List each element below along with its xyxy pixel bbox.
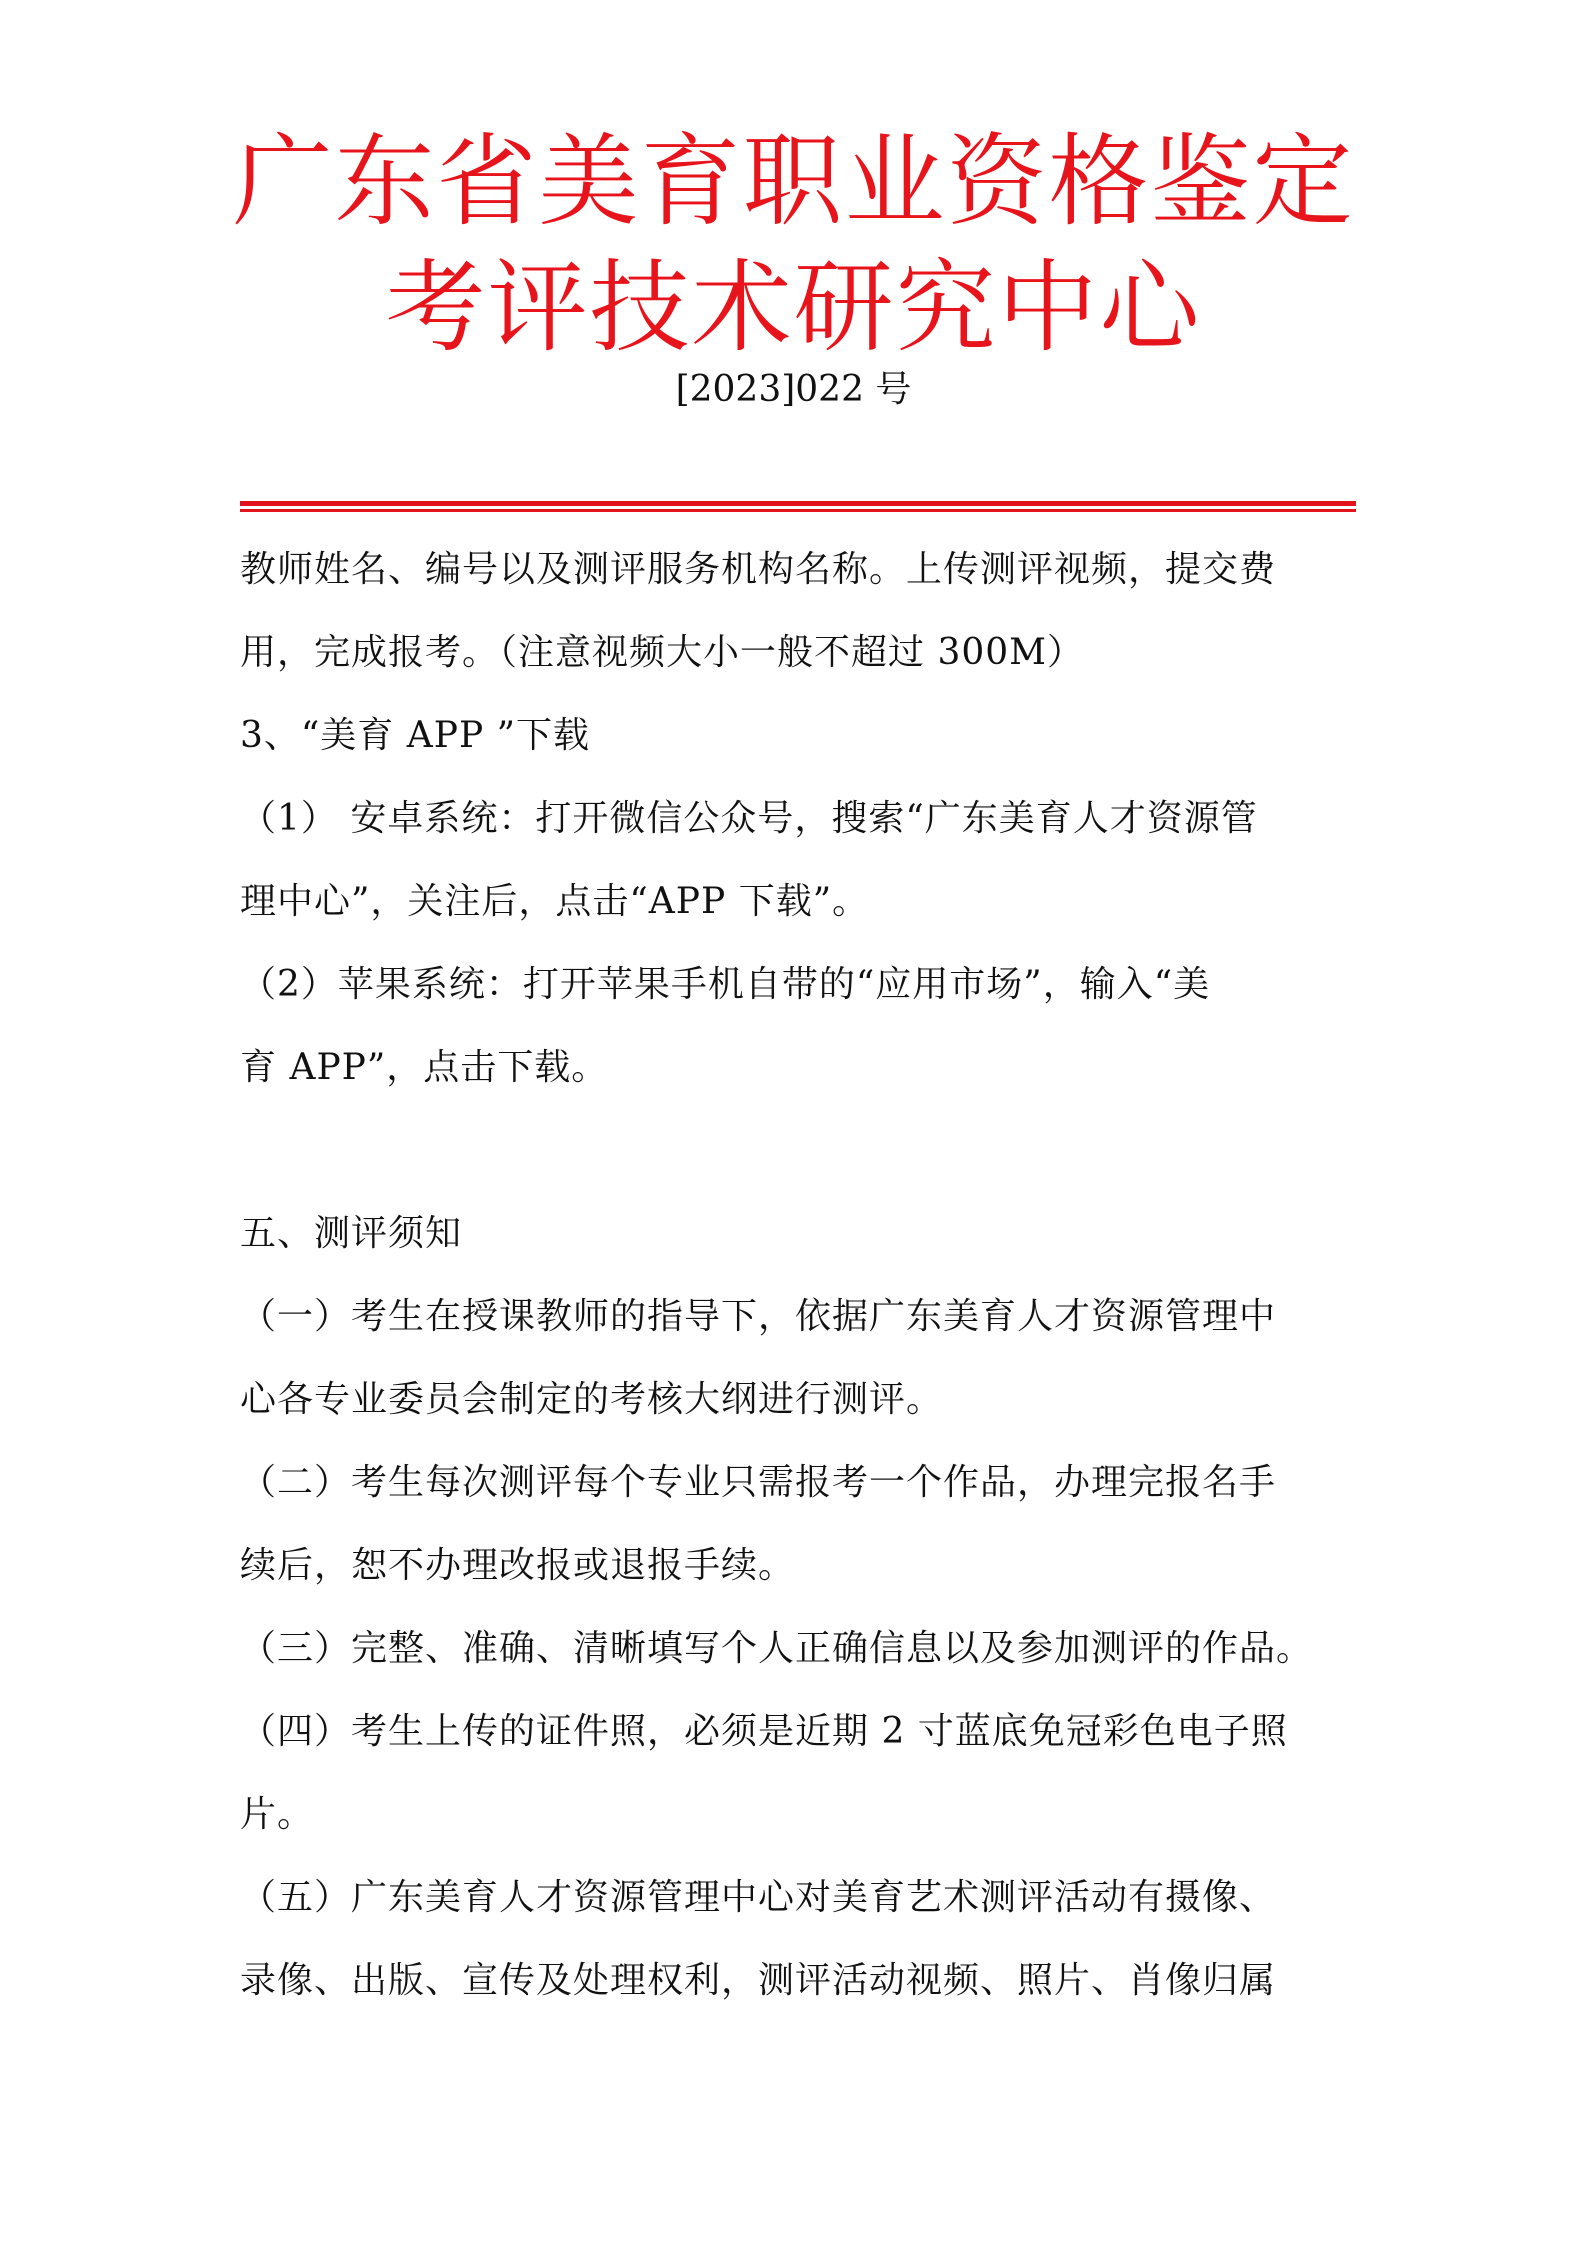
body-line: 用，完成报考。（注意视频大小一般不超过 300M） — [240, 632, 1085, 673]
body-line: 理中心”，关注后，点击“APP 下载”。 — [240, 881, 870, 922]
body-line: 续后，恕不办理改报或退报手续。 — [240, 1545, 796, 1586]
section-heading-notice: 五、测评须知 — [240, 1213, 463, 1254]
body-line: （五）广东美育人才资源管理中心对美育艺术测评活动有摄像、 — [240, 1877, 1277, 1918]
section-heading-app-download: 3、“美育 APP ”下载 — [240, 715, 591, 756]
body-line: （1） 安卓系统：打开微信公众号，搜索“广东美育人才资源管 — [240, 798, 1258, 839]
header-divider-thin — [240, 509, 1356, 512]
header-divider-thick — [240, 501, 1356, 506]
blank-line — [240, 1109, 1356, 1192]
issuer-title-line2: 考评技术研究中心 — [385, 249, 1202, 366]
body-line: 录像、出版、宣传及处理权利，测评活动视频、照片、肖像归属 — [240, 1960, 1277, 2001]
document-body — [240, 528, 1356, 2022]
body-line: （二）考生每次测评每个专业只需报考一个作品，办理完报名手 — [240, 1462, 1277, 1503]
body-line: （三）完整、准确、清晰填写个人正确信息以及参加测评的作品。 — [240, 1628, 1314, 1669]
body-line: （四）考生上传的证件照，必须是近期 2 寸蓝底免冠彩色电子照 — [240, 1711, 1288, 1752]
issuer-title-line1: 广东省美育职业资格鉴定 — [232, 123, 1355, 240]
body-line: 心各专业委员会制定的考核大纲进行测评。 — [240, 1379, 944, 1420]
body-line: 育 APP”，点击下载。 — [240, 1047, 609, 1088]
body-line: 教师姓名、编号以及测评服务机构名称。上传测评视频，提交费 — [240, 549, 1277, 590]
body-line: （一）考生在授课教师的指导下，依据广东美育人才资源管理中 — [240, 1296, 1277, 1337]
body-line: （2）苹果系统：打开苹果手机自带的“应用市场”，输入“美 — [240, 964, 1211, 1005]
body-line: 片。 — [240, 1794, 315, 1835]
document-number: [2023]022 号 — [675, 369, 912, 410]
